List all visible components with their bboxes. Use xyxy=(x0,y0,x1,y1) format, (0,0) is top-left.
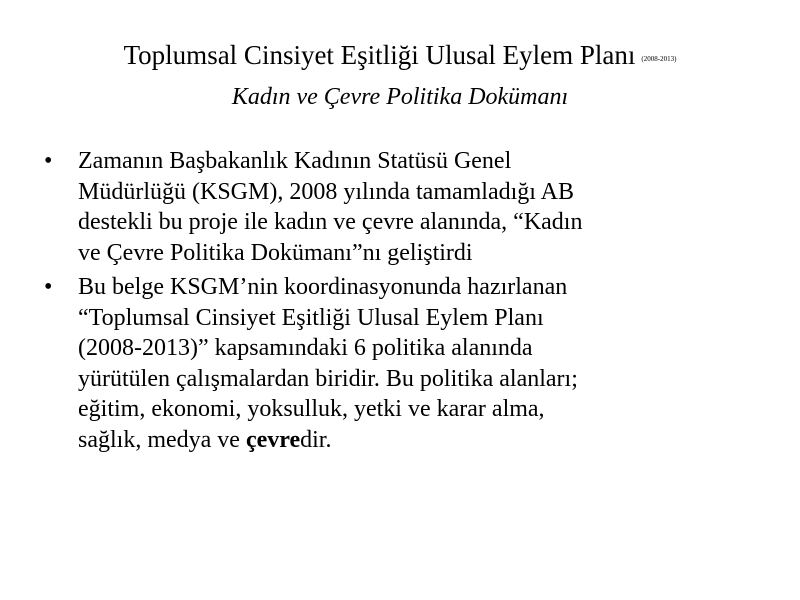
bullet-line: eğitim, ekonomi, yoksulluk, yetki ve karar alma, xyxy=(78,396,545,422)
bullet-line: Bu belge KSGM’nin koordinasyonunda hazırlanan xyxy=(78,274,568,300)
bullet-item-2 xyxy=(40,272,760,455)
bullet-list xyxy=(40,146,760,459)
bullet-marker-icon: • xyxy=(44,274,53,300)
bullet-line: (2008-2013)” kapsamındaki 6 politika alanında xyxy=(78,335,533,361)
slide-title xyxy=(40,38,760,112)
bullet-line: destekli bu proje ile kadın ve çevre alanında, “Kadın xyxy=(78,209,583,235)
bullet-line: “Toplumsal Cinsiyet Eşitliği Ulusal Eylem Planı xyxy=(78,304,544,331)
bullet-last-line xyxy=(78,425,760,456)
title-main-line xyxy=(40,38,760,76)
bullet-item-1 xyxy=(40,146,760,268)
bullet-marker-icon: • xyxy=(44,148,53,174)
title-years: (2008-2013) xyxy=(641,55,677,63)
bullet-text: dir. xyxy=(300,426,332,453)
bullet-bold-text: çevre xyxy=(245,426,301,453)
bullet-line: yürütülen çalışmalardan biridir. Bu politika alanları; xyxy=(78,365,578,392)
bullet-line: Müdürlüğü (KSGM), 2008 yılında tamamladığı AB xyxy=(78,178,574,205)
bullet-text: sağlık, medya ve xyxy=(78,426,246,453)
bullet-line: Zamanın Başbakanlık Kadının Statüsü Genel xyxy=(78,148,512,174)
title-subtitle: Kadın ve Çevre Politika Dokümanı xyxy=(231,84,569,110)
bullet-line: ve Çevre Politika Dokümanı”nı geliştirdi xyxy=(78,239,473,266)
title-main-text: Toplumsal Cinsiyet Eşitliği Ulusal Eylem Planı xyxy=(123,40,636,70)
